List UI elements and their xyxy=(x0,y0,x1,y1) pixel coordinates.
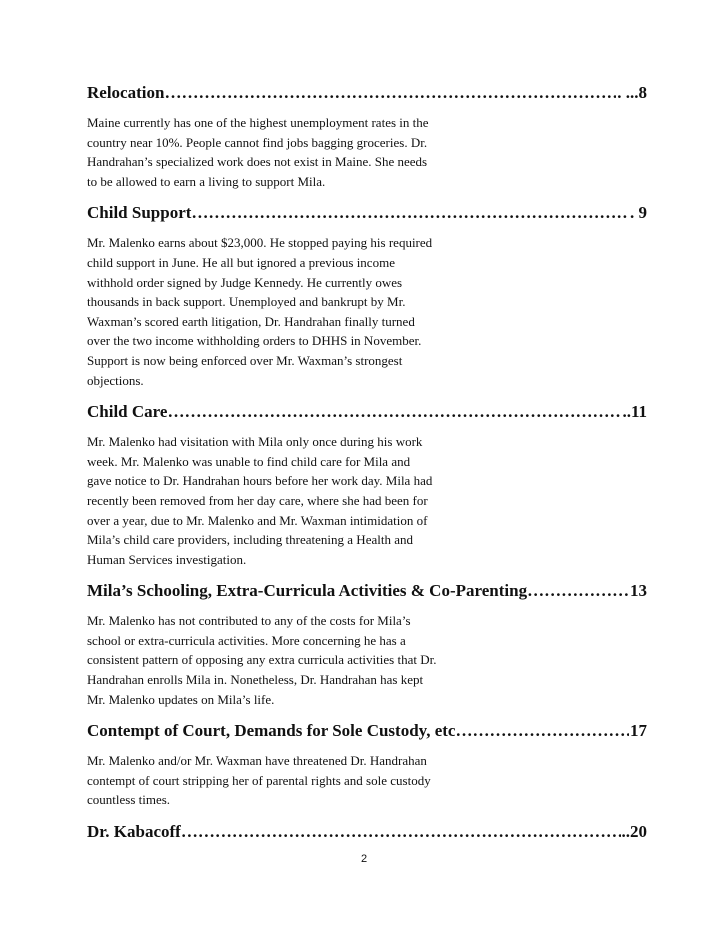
body-line: objections. xyxy=(87,372,144,388)
dot-leader xyxy=(527,580,629,602)
dot-leader xyxy=(181,821,621,843)
section-dr-kabacoff xyxy=(87,821,647,843)
body-line: school or extra-curricula activities. More concerning he has a xyxy=(87,632,406,648)
body-line: Handrahan enrolls Mila in. Nonetheless, Dr. Handrahan has kept xyxy=(87,672,424,688)
section-contempt-of-court xyxy=(87,720,647,810)
section-child-care xyxy=(87,401,647,569)
body-line: thousands in back support. Unemployed and bankrupt by Mr. xyxy=(87,294,406,310)
body-line: Maine currently has one of the highest unemployment rates in the xyxy=(87,115,429,130)
dot-leader xyxy=(164,82,616,104)
section-body xyxy=(87,233,482,390)
section-body xyxy=(87,113,482,191)
body-line: Support is now being enforced over Mr. Waxman’s strongest xyxy=(87,352,403,368)
page-footer xyxy=(0,853,728,865)
section-heading xyxy=(87,202,647,224)
section-heading xyxy=(87,401,647,423)
section-body xyxy=(87,751,482,810)
body-line: Mr. Malenko has not contributed to any of the costs for Mila’s xyxy=(87,613,411,629)
section-page-number: 17 xyxy=(630,721,647,741)
section-child-support xyxy=(87,202,647,390)
section-page-number: . ...8 xyxy=(617,83,647,102)
body-line: Mr. Malenko had visitation with Mila only once during his work xyxy=(87,434,423,450)
body-line: Mr. Malenko and/or Mr. Waxman have threatened Dr. Handrahan xyxy=(87,753,427,769)
dot-leader xyxy=(167,401,621,423)
section-title: Contempt of Court, Demands for Sole Custody, etc xyxy=(87,721,456,741)
body-line: Mila’s child care providers, including threatening a Health and xyxy=(87,532,413,548)
body-line: Human Services investigation. xyxy=(87,551,247,567)
section-schooling xyxy=(87,580,647,709)
body-line: week. Mr. Malenko was unable to find child care for Mila and xyxy=(87,453,411,469)
section-body xyxy=(87,611,482,709)
section-body xyxy=(87,432,482,569)
section-title: Child Support xyxy=(87,203,192,223)
dot-leader xyxy=(191,202,629,224)
body-line: Waxman’s scored earth litigation, Dr. Handrahan finally turned xyxy=(87,313,415,329)
section-heading xyxy=(87,720,647,742)
section-title: Child Care xyxy=(87,402,168,422)
body-line: contempt of court stripping her of parental rights and sole custody xyxy=(87,772,431,788)
body-line: consistent pattern of opposing any extra curricula activities that Dr. xyxy=(87,652,437,668)
section-title: Relocation xyxy=(87,83,165,102)
section-page-number: ..20 xyxy=(621,822,647,842)
body-line: Handrahan’s specialized work does not exist in Maine. She needs xyxy=(87,154,428,170)
section-page-number: 13 xyxy=(630,581,647,601)
body-line: withhold order signed by Judge Kennedy. He currently owes xyxy=(87,274,403,290)
section-page-number: ..11 xyxy=(622,402,647,422)
body-line: countless times. xyxy=(87,792,171,808)
section-relocation xyxy=(87,82,647,191)
body-line: Mr. Malenko updates on Mila’s life. xyxy=(87,691,275,707)
body-line: to be allowed to earn a living to support Mila. xyxy=(87,173,326,189)
body-line: Mr. Malenko earns about $23,000. He stopped paying his required xyxy=(87,235,433,251)
section-title: Dr. Kabacoff xyxy=(87,822,181,842)
section-heading xyxy=(87,580,647,602)
section-page-number: . 9 xyxy=(630,203,647,223)
body-line: gave notice to Dr. Handrahan hours before her work day. Mila had xyxy=(87,473,433,489)
body-line: over the two income withholding orders to DHHS in November. xyxy=(87,333,422,349)
section-heading xyxy=(87,82,647,104)
body-line: recently been removed from her day care, where she had been for xyxy=(87,492,428,508)
section-title: Mila’s Schooling, Extra-Curricula Activities & Co-Parenting xyxy=(87,581,528,601)
body-line: child support in June. He all but ignored a previous income xyxy=(87,254,395,270)
footer-page-number: 2 xyxy=(360,853,368,865)
body-line: over a year, due to Mr. Malenko and Mr. Waxman intimidation of xyxy=(87,512,428,528)
section-heading xyxy=(87,821,647,843)
document-page xyxy=(87,82,647,843)
dot-leader xyxy=(455,720,629,742)
body-line: country near 10%. People cannot find jobs bagging groceries. Dr. xyxy=(87,134,428,150)
